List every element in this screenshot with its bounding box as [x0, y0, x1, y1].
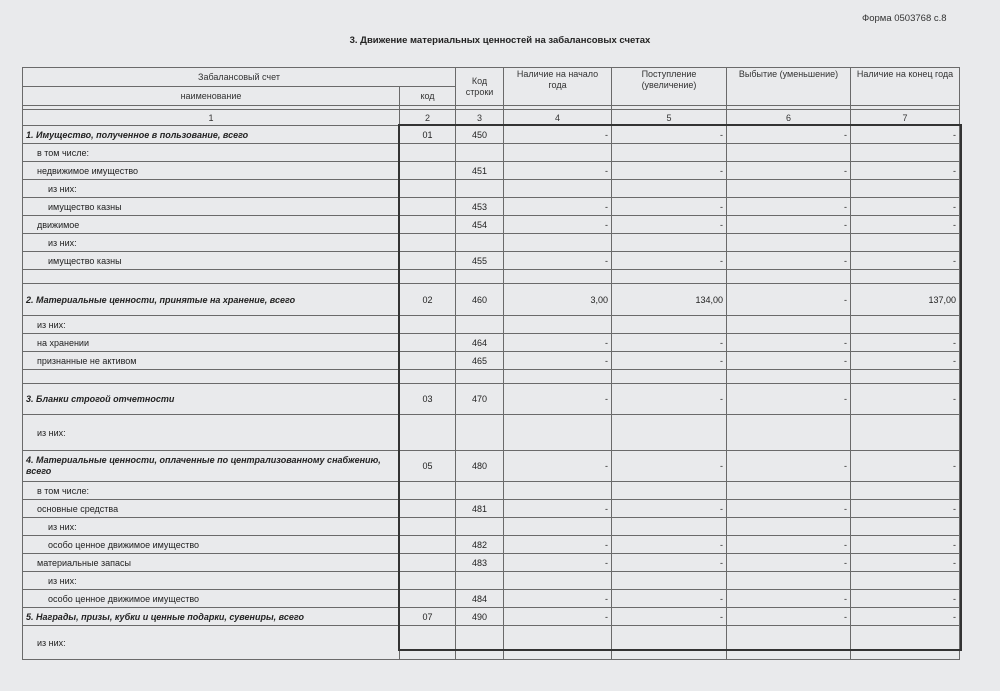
header-code: код — [400, 87, 456, 106]
row-code — [400, 352, 456, 370]
table-row — [23, 482, 960, 500]
row-name: из них: — [23, 234, 400, 252]
row-line-code — [456, 572, 504, 590]
row-end-value: - — [851, 162, 960, 180]
table-row — [23, 554, 960, 572]
row-income-value: - — [612, 198, 727, 216]
row-end-value: - — [851, 252, 960, 270]
row-end-value — [851, 482, 960, 500]
table-row — [23, 415, 960, 451]
offbalance-table — [22, 67, 960, 660]
row-end-value: - — [851, 451, 960, 482]
row-outflow-value: - — [727, 252, 851, 270]
row-end-value: - — [851, 126, 960, 144]
row-line-code — [456, 316, 504, 334]
col-number-5: 5 — [612, 110, 727, 126]
table-row — [23, 384, 960, 415]
row-outflow-value: - — [727, 126, 851, 144]
table-row — [23, 536, 960, 554]
row-name: из них: — [23, 415, 400, 451]
table-row — [23, 316, 960, 334]
row-name: в том числе: — [23, 482, 400, 500]
table-row — [23, 334, 960, 352]
row-code — [400, 198, 456, 216]
row-income-value: - — [612, 126, 727, 144]
row-code — [400, 252, 456, 270]
row-end-value — [851, 180, 960, 198]
row-end-value: - — [851, 608, 960, 626]
row-start-value — [504, 518, 612, 536]
row-name: из них: — [23, 626, 400, 660]
row-start-value — [504, 316, 612, 334]
row-start-value: - — [504, 500, 612, 518]
table-row — [23, 198, 960, 216]
header-start: Наличие на начало года — [504, 68, 612, 106]
col-number-6: 6 — [727, 110, 851, 126]
row-name: из них: — [23, 316, 400, 334]
row-line-code — [456, 144, 504, 162]
row-line-code: 481 — [456, 500, 504, 518]
row-outflow-value — [727, 144, 851, 162]
row-code — [400, 162, 456, 180]
row-income-value: - — [612, 352, 727, 370]
row-code — [400, 626, 456, 660]
row-code — [400, 554, 456, 572]
row-start-value — [504, 482, 612, 500]
row-line-code — [456, 518, 504, 536]
row-name: признанные не активом — [23, 352, 400, 370]
row-end-value — [851, 316, 960, 334]
col-number-7: 7 — [851, 110, 960, 126]
row-code — [400, 536, 456, 554]
row-name: движимое — [23, 216, 400, 234]
row-income-value: - — [612, 500, 727, 518]
row-start-value — [504, 180, 612, 198]
row-income-value: - — [612, 216, 727, 234]
header-outflow: Выбытие (уменьшение) — [727, 68, 851, 106]
row-code — [400, 334, 456, 352]
table-row — [23, 162, 960, 180]
row-code: 05 — [400, 451, 456, 482]
table-row — [23, 572, 960, 590]
row-income-value — [612, 572, 727, 590]
row-start-value — [504, 626, 612, 660]
row-code: 03 — [400, 384, 456, 415]
row-income-value: - — [612, 384, 727, 415]
row-name: 2. Материальные ценности, принятые на хранение, всего — [23, 284, 400, 316]
row-code — [400, 144, 456, 162]
row-end-value — [851, 144, 960, 162]
row-income-value — [612, 144, 727, 162]
row-end-value: - — [851, 216, 960, 234]
table-row — [23, 216, 960, 234]
row-code — [400, 500, 456, 518]
row-end-value: - — [851, 334, 960, 352]
row-income-value — [612, 518, 727, 536]
row-end-value: - — [851, 554, 960, 572]
row-line-code — [456, 626, 504, 660]
row-outflow-value: - — [727, 590, 851, 608]
row-line-code: 482 — [456, 536, 504, 554]
col-number-2: 2 — [400, 110, 456, 126]
row-name: 5. Награды, призы, кубки и ценные подарки, сувениры, всего — [23, 608, 400, 626]
table-row — [23, 608, 960, 626]
row-outflow-value: - — [727, 384, 851, 415]
row-start-value: - — [504, 536, 612, 554]
row-code — [400, 590, 456, 608]
row-end-value — [851, 626, 960, 660]
row-start-value: - — [504, 554, 612, 572]
row-start-value: - — [504, 162, 612, 180]
row-line-code — [456, 415, 504, 451]
row-outflow-value: - — [727, 284, 851, 316]
col-number-4: 4 — [504, 110, 612, 126]
row-income-value — [612, 626, 727, 660]
table-row — [23, 518, 960, 536]
row-name: материальные запасы — [23, 554, 400, 572]
row-name: из них: — [23, 518, 400, 536]
table-row — [23, 284, 960, 316]
row-start-value — [504, 144, 612, 162]
row-line-code — [456, 180, 504, 198]
row-name: особо ценное движимое имущество — [23, 590, 400, 608]
row-outflow-value — [727, 482, 851, 500]
row-income-value: - — [612, 590, 727, 608]
row-start-value — [504, 415, 612, 451]
spacer-row — [23, 370, 960, 384]
row-name: 3. Бланки строгой отчетности — [23, 384, 400, 415]
row-line-code: 451 — [456, 162, 504, 180]
row-name: в том числе: — [23, 144, 400, 162]
row-start-value — [504, 234, 612, 252]
row-outflow-value: - — [727, 554, 851, 572]
row-income-value: - — [612, 162, 727, 180]
row-end-value: - — [851, 352, 960, 370]
row-line-code — [456, 482, 504, 500]
row-name: 1. Имущество, полученное в пользование, всего — [23, 126, 400, 144]
row-line-code: 465 — [456, 352, 504, 370]
table-row — [23, 144, 960, 162]
row-name: основные средства — [23, 500, 400, 518]
row-end-value: 137,00 — [851, 284, 960, 316]
row-outflow-value: - — [727, 451, 851, 482]
row-outflow-value — [727, 518, 851, 536]
row-line-code: 470 — [456, 384, 504, 415]
row-line-code: 464 — [456, 334, 504, 352]
row-code — [400, 415, 456, 451]
row-outflow-value — [727, 234, 851, 252]
table-row — [23, 234, 960, 252]
row-line-code: 483 — [456, 554, 504, 572]
row-code: 01 — [400, 126, 456, 144]
col-number-1: 1 — [23, 110, 400, 126]
header-name: наименование — [23, 87, 400, 106]
row-income-value: - — [612, 451, 727, 482]
row-start-value: - — [504, 198, 612, 216]
row-income-value: 134,00 — [612, 284, 727, 316]
row-income-value: - — [612, 608, 727, 626]
header-income: Поступление (увеличение) — [612, 68, 727, 106]
row-name: недвижимое имущество — [23, 162, 400, 180]
row-income-value: - — [612, 334, 727, 352]
table-row — [23, 590, 960, 608]
header-account: Забалансовый счет — [23, 68, 456, 87]
row-income-value — [612, 415, 727, 451]
row-end-value: - — [851, 590, 960, 608]
table-row — [23, 126, 960, 144]
row-end-value: - — [851, 500, 960, 518]
row-line-code: 460 — [456, 284, 504, 316]
row-outflow-value — [727, 316, 851, 334]
row-outflow-value — [727, 626, 851, 660]
row-outflow-value — [727, 415, 851, 451]
row-start-value — [504, 572, 612, 590]
row-income-value — [612, 482, 727, 500]
col-number-3: 3 — [456, 110, 504, 126]
row-outflow-value: - — [727, 216, 851, 234]
row-start-value: - — [504, 252, 612, 270]
table-row — [23, 352, 960, 370]
row-code — [400, 518, 456, 536]
row-line-code: 480 — [456, 451, 504, 482]
row-start-value: 3,00 — [504, 284, 612, 316]
row-name: 4. Материальные ценности, оплаченные по централизованному снабжению, всего — [23, 451, 400, 482]
row-code — [400, 482, 456, 500]
header-end: Наличие на конец года — [851, 68, 960, 106]
row-line-code: 490 — [456, 608, 504, 626]
row-line-code: 450 — [456, 126, 504, 144]
spacer-row — [23, 270, 960, 284]
row-income-value: - — [612, 252, 727, 270]
row-line-code: 455 — [456, 252, 504, 270]
row-start-value: - — [504, 352, 612, 370]
section-title: 3. Движение материальных ценностей на забалансовых счетах — [349, 35, 651, 46]
row-end-value — [851, 572, 960, 590]
row-name: особо ценное движимое имущество — [23, 536, 400, 554]
row-code — [400, 572, 456, 590]
row-outflow-value — [727, 180, 851, 198]
row-income-value — [612, 234, 727, 252]
header-line-code: Код строки — [456, 68, 504, 106]
row-end-value: - — [851, 198, 960, 216]
table-row — [23, 626, 960, 660]
row-end-value — [851, 415, 960, 451]
table-row — [23, 252, 960, 270]
row-code — [400, 316, 456, 334]
row-outflow-value: - — [727, 198, 851, 216]
row-outflow-value: - — [727, 352, 851, 370]
row-name: имущество казны — [23, 198, 400, 216]
row-outflow-value: - — [727, 162, 851, 180]
row-code — [400, 180, 456, 198]
row-income-value: - — [612, 554, 727, 572]
row-start-value: - — [504, 216, 612, 234]
row-income-value: - — [612, 536, 727, 554]
row-end-value: - — [851, 384, 960, 415]
row-start-value: - — [504, 590, 612, 608]
row-name: на хранении — [23, 334, 400, 352]
table-row — [23, 180, 960, 198]
row-code — [400, 234, 456, 252]
row-end-value — [851, 518, 960, 536]
row-start-value: - — [504, 384, 612, 415]
row-income-value — [612, 180, 727, 198]
row-outflow-value: - — [727, 334, 851, 352]
row-end-value: - — [851, 536, 960, 554]
row-line-code — [456, 234, 504, 252]
table-row — [23, 500, 960, 518]
row-code — [400, 216, 456, 234]
table-row — [23, 451, 960, 482]
row-code: 02 — [400, 284, 456, 316]
row-outflow-value: - — [727, 536, 851, 554]
row-name: из них: — [23, 572, 400, 590]
row-start-value: - — [504, 334, 612, 352]
row-name: из них: — [23, 180, 400, 198]
row-outflow-value: - — [727, 500, 851, 518]
row-outflow-value: - — [727, 608, 851, 626]
row-end-value — [851, 234, 960, 252]
row-line-code: 453 — [456, 198, 504, 216]
row-name: имущество казны — [23, 252, 400, 270]
form-number: Форма 0503768 с.8 — [862, 13, 947, 24]
row-start-value: - — [504, 608, 612, 626]
row-code: 07 — [400, 608, 456, 626]
row-outflow-value — [727, 572, 851, 590]
row-start-value: - — [504, 126, 612, 144]
row-line-code: 454 — [456, 216, 504, 234]
row-line-code: 484 — [456, 590, 504, 608]
row-income-value — [612, 316, 727, 334]
row-start-value: - — [504, 451, 612, 482]
